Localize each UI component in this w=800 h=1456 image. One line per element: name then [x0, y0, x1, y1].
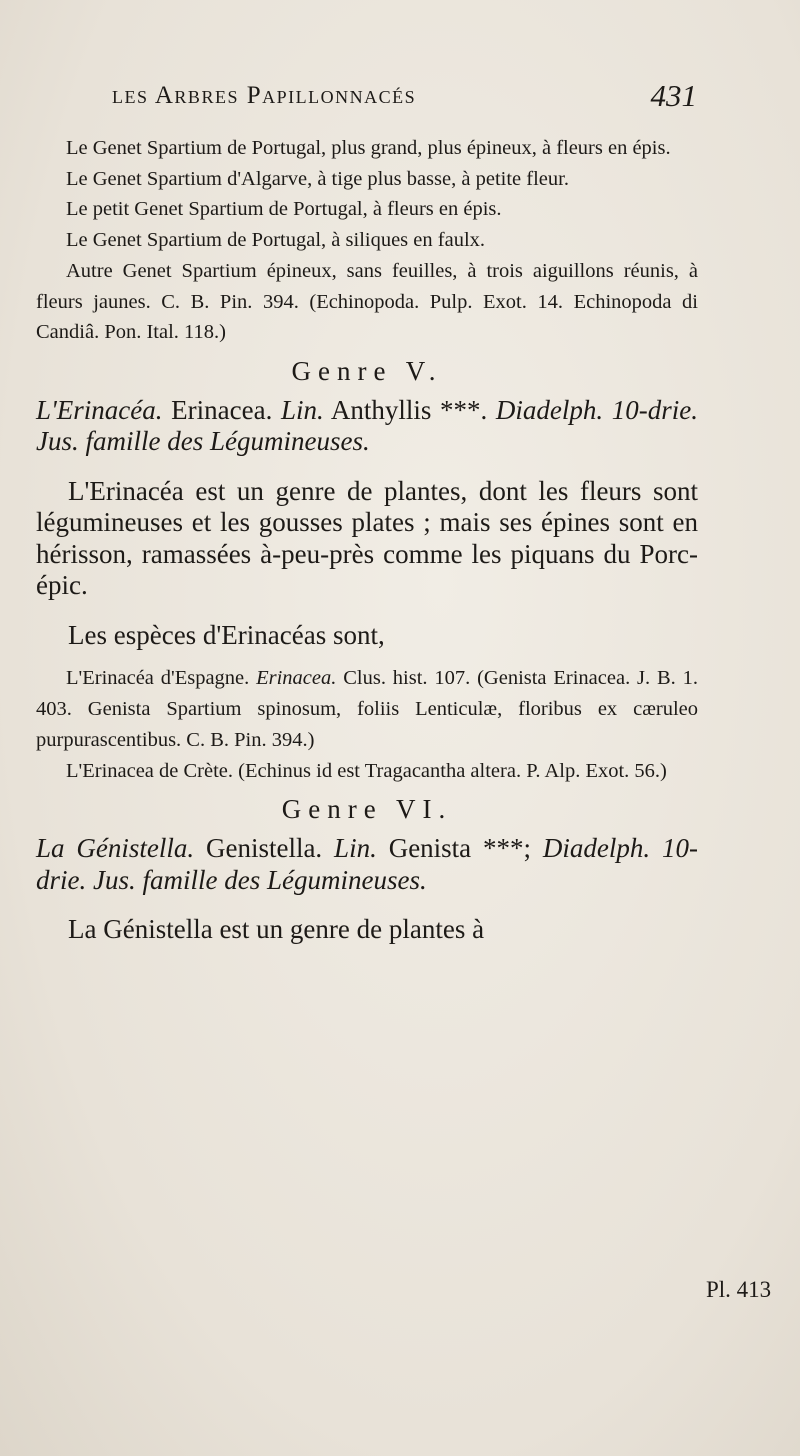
genre-heading: Genre VI.	[281, 794, 453, 825]
body-text	[36, 133, 698, 946]
genus-title: L'Erinacéa. Erinacea. Lin. Anthyllis ***. Diadelph. 10-drie. Jus. famille des Légumineuses.	[36, 394, 698, 457]
species-entry: Autre Genet Spartium épineux, sans feuilles, à trois aiguillons réunis, à fleurs jaunes. C. B. Pin. 394. (Echinopoda. Pulp. Exot. 14. Echinopoda di Candiâ. Pon. Ital. 118.)	[36, 259, 698, 344]
species-entry: Le Genet Spartium de Portugal, plus grand, plus épineux, à fleurs en épis.	[66, 137, 671, 159]
page-number: 431	[650, 78, 697, 113]
plate-reference: Pl. 413	[706, 1277, 772, 1302]
section1-list	[36, 133, 698, 348]
genus-french-name: La Génistella.	[36, 833, 195, 864]
genus-description: L'Erinacéa est un genre de plantes, dont les fleurs sont légumineuses et les gousses plates ; mais ses épines sont en hérisson, ramassées à-peu-près comme les piquans du Porc-épic.	[36, 475, 698, 601]
genus-classification: Diadelph. 10-drie. Jus. famille des Légumineuses.	[36, 394, 698, 457]
genus-description: La Génistella est un genre de plantes à	[68, 914, 485, 945]
genre-heading: Genre V.	[291, 355, 443, 386]
page-header	[112, 78, 697, 118]
species-entry: Le Genet Spartium de Portugal, à siliques en faulx.	[66, 229, 486, 252]
species-entry: L'Erinacea de Crète. (Echinus id est Tragacantha altera. P. Alp. Exot. 56.)	[66, 759, 667, 782]
running-head: les Arbres Papillonnacés	[112, 82, 417, 109]
species-intro: Les espèces d'Erinacéas sont,	[68, 619, 385, 650]
genre5-section	[36, 395, 698, 664]
genus-title: La Génistella. Genistella. Lin. Genista ***; Diadelph. 10-drie. Jus. famille des Légumineuses.	[36, 833, 698, 895]
genus-classification: Diadelph. 10-drie. Jus. famille des Légumineuses.	[36, 833, 698, 895]
genre6-section	[36, 833, 698, 946]
species-entry: Le petit Genet Spartium de Portugal, à fleurs en épis.	[66, 198, 502, 221]
genre5-species-list	[36, 663, 698, 786]
genus-french-name: L'Erinacéa.	[36, 394, 163, 425]
species-entry: Le Genet Spartium d'Algarve, à tige plus basse, à petite fleur.	[66, 167, 569, 190]
species-entry: L'Erinacéa d'Espagne. Erinacea. Clus. hist. 107. (Genista Erinacea. J. B. 1. 403. Genista Spartium spinosum, foliis Lenticulæ, floribus ex cæruleo purpurascentibus. C. B. Pin. 394.)	[36, 667, 698, 751]
